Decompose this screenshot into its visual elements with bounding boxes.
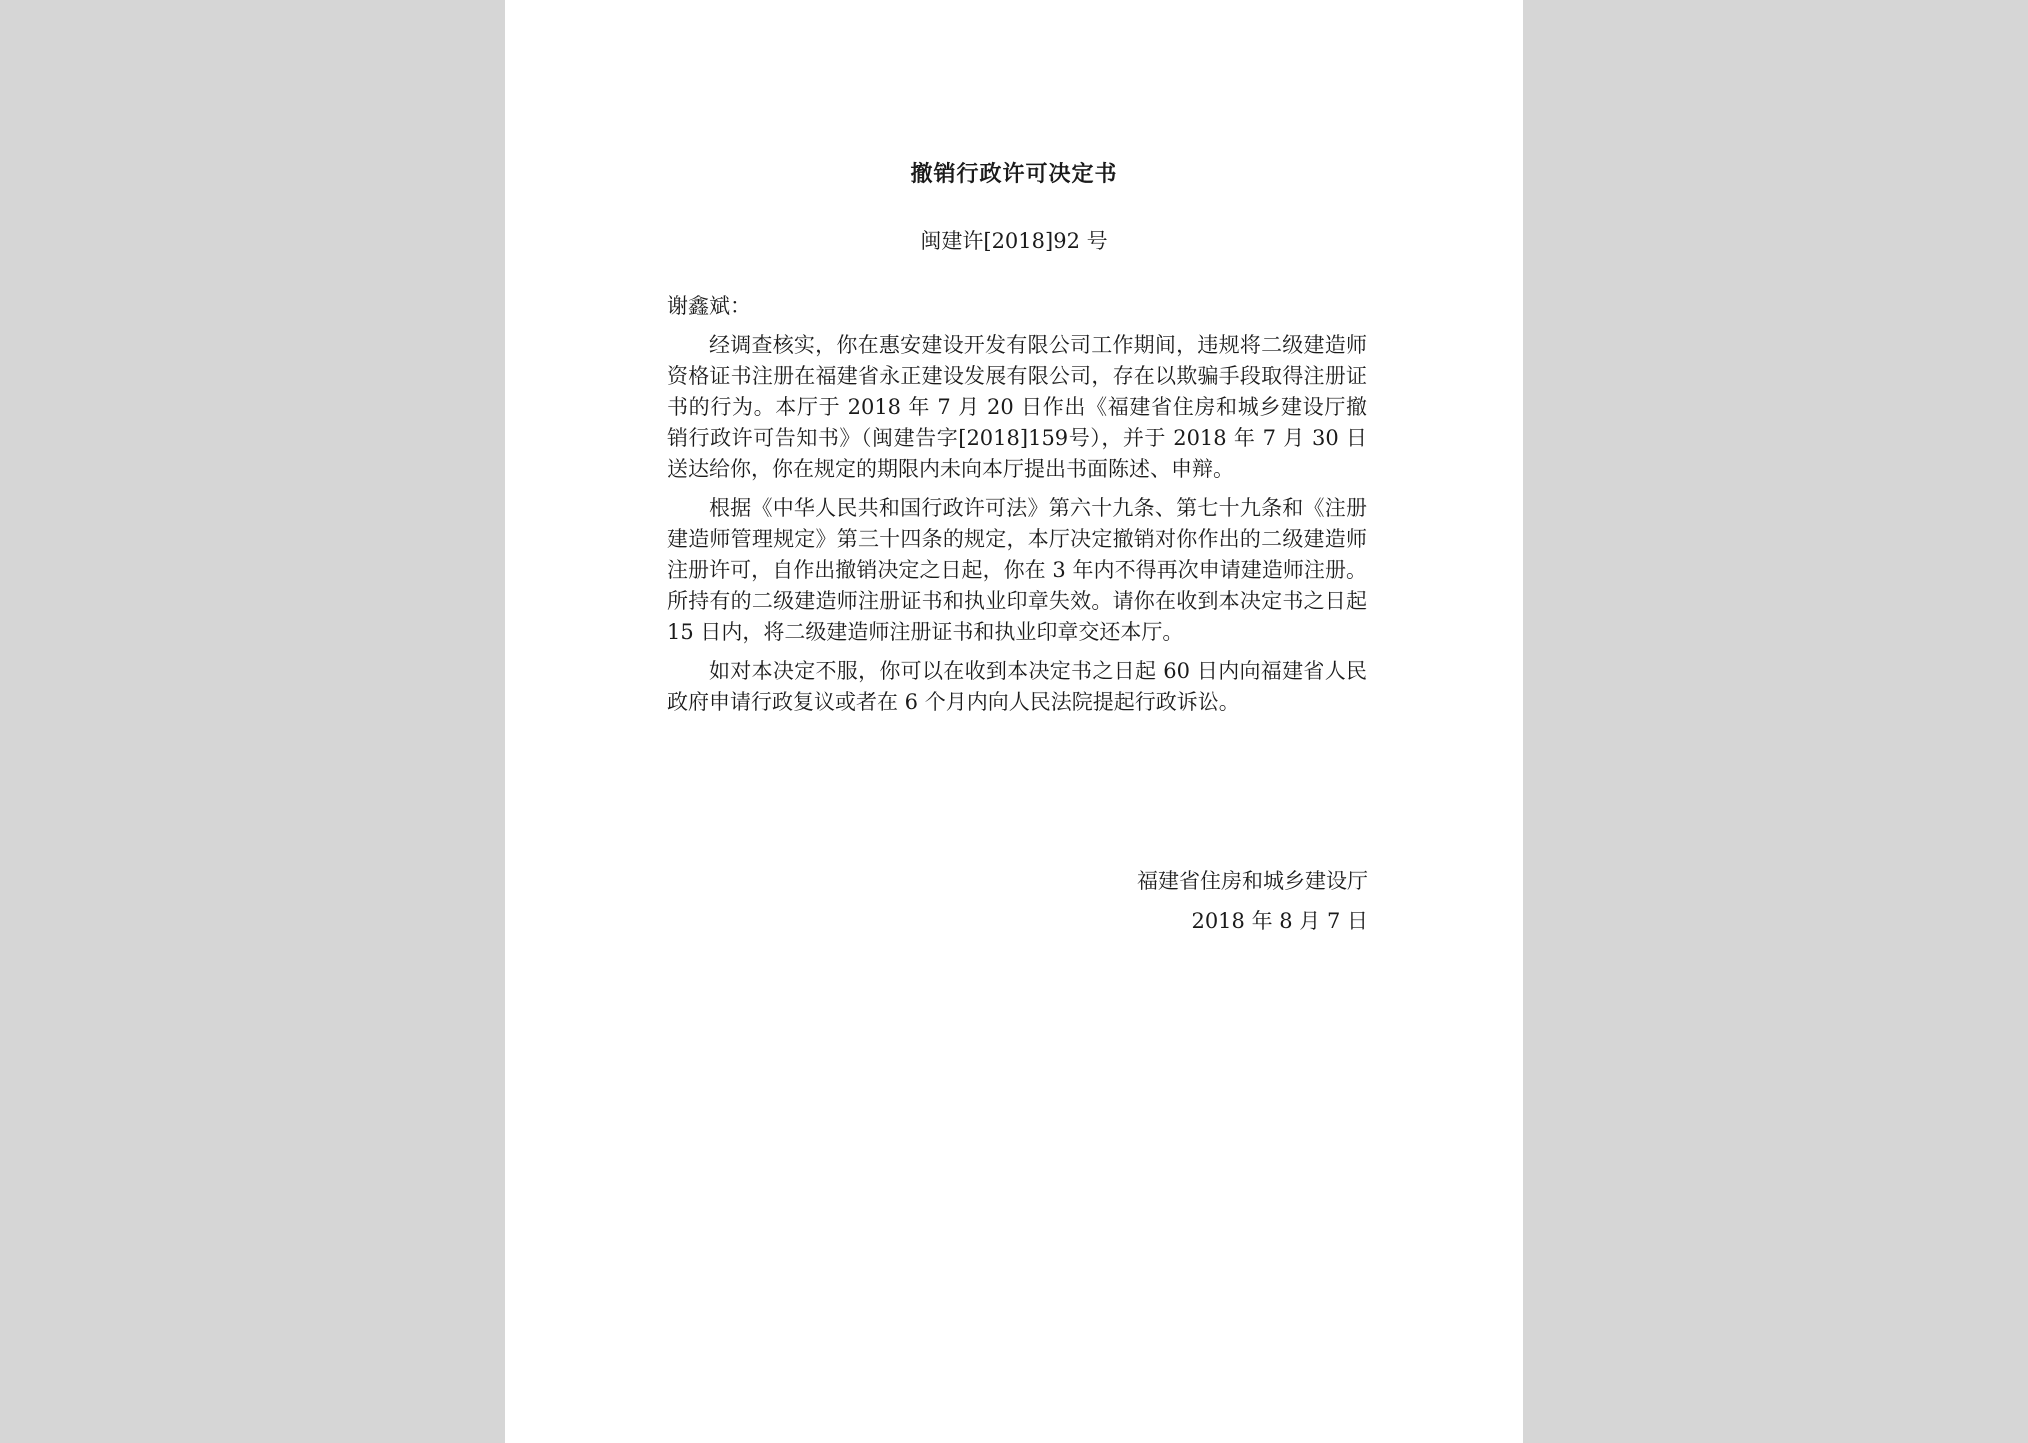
document-body — [667, 330, 1367, 726]
document-page — [505, 0, 1523, 1443]
document-title: 撤销行政许可决定书 — [910, 161, 1118, 187]
salutation: 谢鑫斌： — [667, 294, 751, 318]
signature-organization: 福建省住房和城乡建设厅 — [1137, 869, 1368, 893]
document-number: 闽建许[2018]92 号 — [920, 229, 1108, 253]
paragraph-decision: 根据《中华人民共和国行政许可法》第六十九条、第七十九条和《注册建造师管理规定》第三十四条的规定，本厅决定撤销对你作出的二级建造师注册许可，自作出撤销决定之日起，你在 3 年内不得再次申请建造师注册。所持有的二级建造师注册证书和执业印章失效。请你在收到本决定书之日起 15 日内，将二级建造师注册证书和执业印章交还本厅。 — [667, 496, 1367, 644]
paragraph-appeal: 如对本决定不服，你可以在收到本决定书之日起 60 日内向福建省人民政府申请行政复议或者在 6 个月内向人民法院提起行政诉讼。 — [667, 659, 1367, 714]
paragraph-facts: 经调查核实，你在惠安建设开发有限公司工作期间，违规将二级建造师资格证书注册在福建省永正建设发展有限公司，存在以欺骗手段取得注册证书的行为。本厅于 2018 年 7 月 20 日作出《福建省住房和城乡建设厅撤销行政许可告知书》（闽建告字[2018]159号），并于 2018 年 7 月 30 日送达给你，你在规定的期限内未向本厅提出书面陈述、申辩。 — [667, 333, 1367, 481]
signature-date: 2018 年 8 月 7 日 — [1191, 909, 1368, 933]
